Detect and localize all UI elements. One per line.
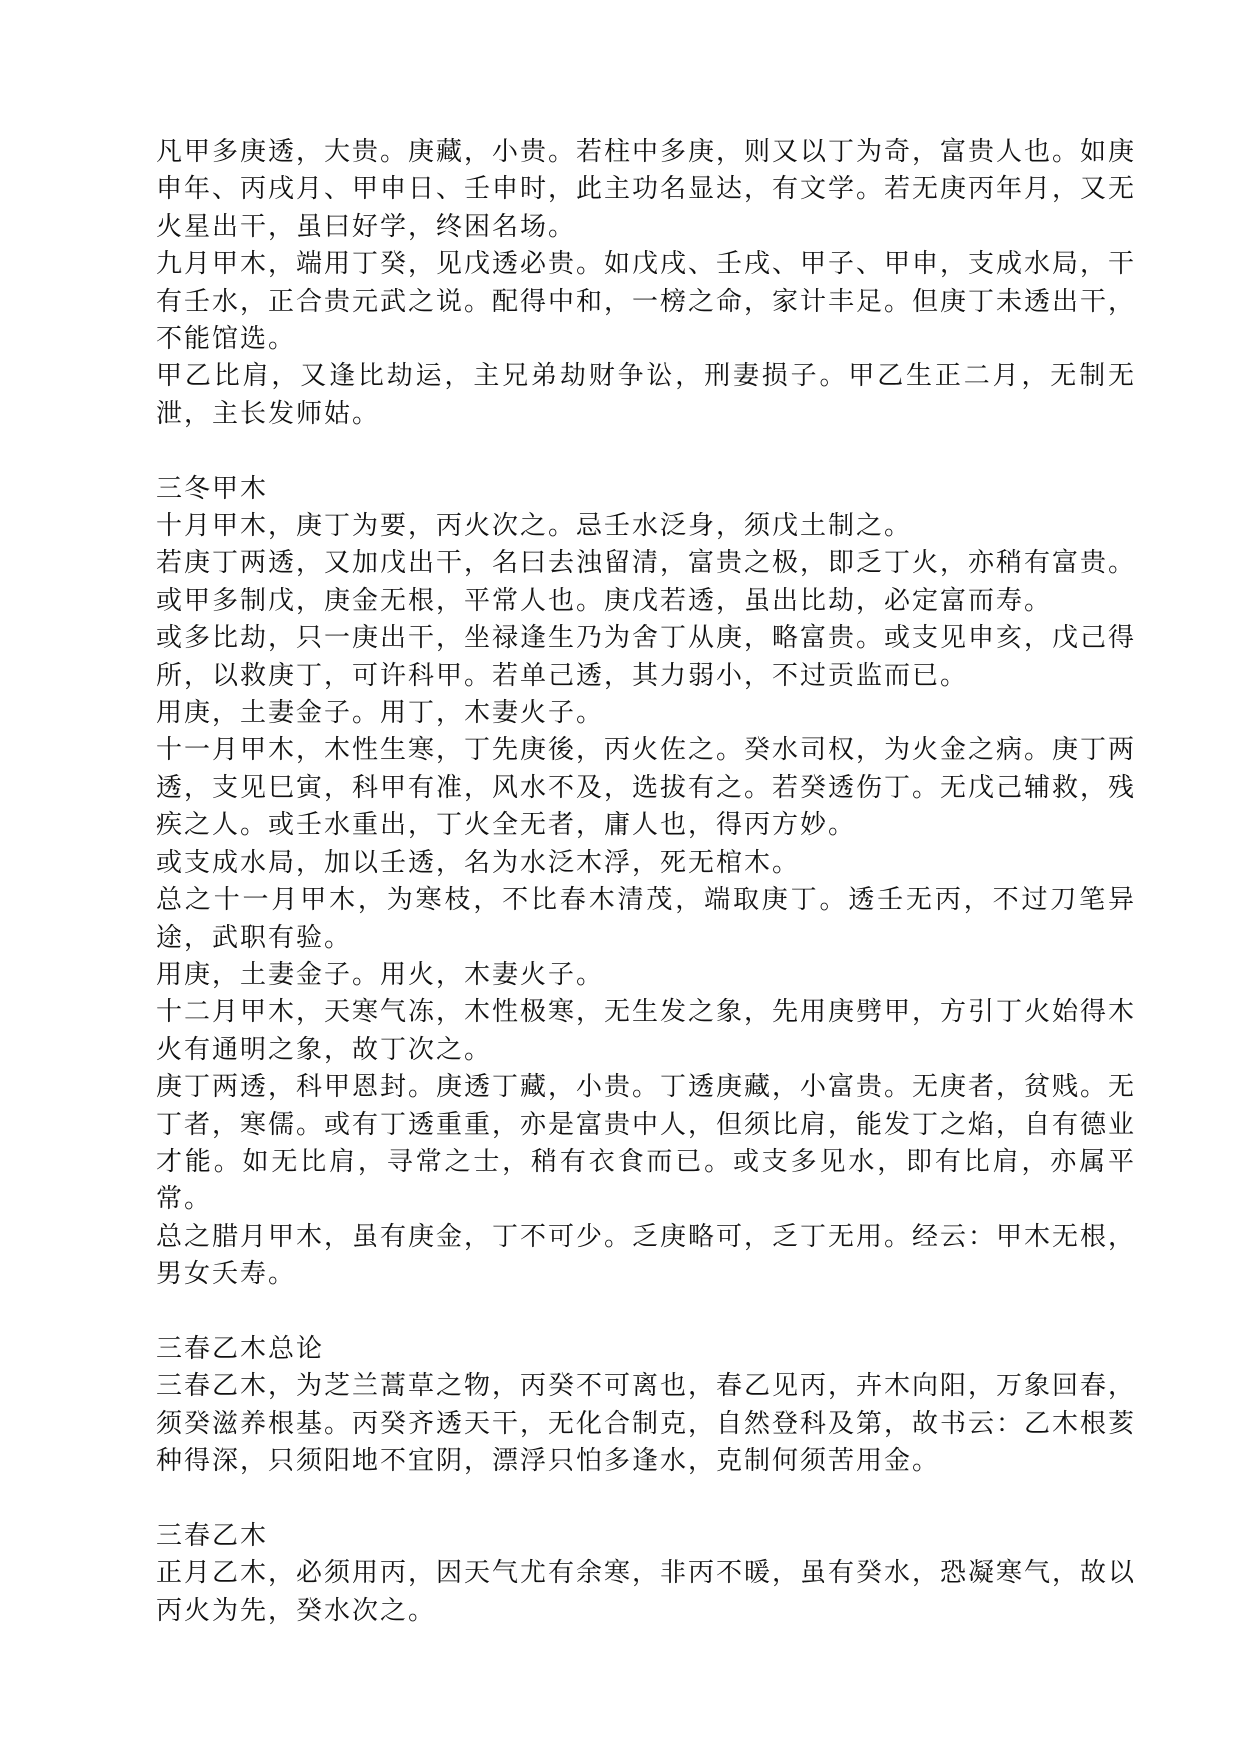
blank-line <box>156 433 1136 470</box>
paragraph-eleventh-month-jia: 十一月甲木，木性生寒，丁先庚後，丙火佐之。癸水司权，为火金之病。庚丁两透，支见巳寅，科甲有准，风水不及，选拔有之。若癸透伤丁。无戊己辅救，残疾之人。或壬水重出，丁火全无者，庸人也，得丙方妙。 <box>156 735 1137 841</box>
paragraph-water-bureau: 或支成水局，加以壬透，名为水泛木浮，死无棺木。 <box>156 847 801 878</box>
paragraph-eleventh-summary: 总之十一月甲木，为寒枝，不比春木清茂，端取庚丁。透壬无丙，不过刀笔异途，武职有验。 <box>156 885 1136 953</box>
document-page <box>156 134 1136 1630</box>
paragraph-spring-yi-overview: 三春乙木，为芝兰蒿草之物，丙癸不可离也，春乙见丙，卉木向阳，万象回春，须癸滋养根基。丙癸齐透天干，无化合制克，自然登科及第，故书云：乙木根荄种得深，只须阳地不宜阴，漂浮只怕多逢水，克制何须苦用金。 <box>156 1371 1137 1477</box>
paragraph-many-robbers: 或多比劫，只一庚出干，坐禄逢生乃为舍丁从庚，略富贵。或支见申亥，戊己得所，以救庚丁，可许科甲。若单己透，其力弱小，不过贡监而已。 <box>156 623 1137 691</box>
paragraph-use-geng-fire: 用庚，土妻金子。用火，木妻火子。 <box>156 959 605 990</box>
paragraph-jia-yi-shoulder: 甲乙比肩，又逢比劫运，主兄弟劫财争讼，刑妻损子。甲乙生正二月，无制无泄，主长发师姑。 <box>156 361 1136 429</box>
paragraph-jia-controls-wu: 或甲多制戊，庚金无根，平常人也。庚戊若透，虽出比劫，必定富而寿。 <box>156 585 1053 616</box>
paragraph-ninth-month-jia: 九月甲木，端用丁癸，见戊透必贵。如戊戌、壬戌、甲子、甲申，支成水局，干有壬水，正合贵元武之说。配得中和，一榜之命，家计丰足。但庚丁未透出干，不能馆选。 <box>156 249 1137 355</box>
section-heading-winter-jia: 三冬甲木 <box>156 473 269 504</box>
paragraph-twelfth-summary: 总之腊月甲木，虽有庚金，丁不可少。乏庚略可，乏丁无用。经云：甲木无根，男女夭寿。 <box>156 1221 1137 1290</box>
section-heading-spring-yi: 三春乙木 <box>156 1520 269 1551</box>
paragraph-use-geng-ding: 用庚，土妻金子。用丁，木妻火子。 <box>156 698 605 729</box>
blank-line <box>156 1294 1136 1331</box>
paragraph-tenth-month-jia: 十月甲木，庚丁为要，丙火次之。忌壬水泛身，须戊土制之。 <box>156 511 913 542</box>
section-heading-spring-yi-overview: 三春乙木总论 <box>156 1333 325 1364</box>
paragraph-geng-ding-both: 若庚丁两透，又加戊出干，名曰去浊留清，富贵之极，即乏丁火，亦稍有富贵。 <box>156 548 1137 579</box>
blank-line <box>156 1481 1136 1518</box>
paragraph-twelfth-month-jia: 十二月甲木，天寒气冻，木性极寒，无生发之象，先用庚劈甲，方引丁火始得木火有通明之象，故丁次之。 <box>156 997 1137 1065</box>
paragraph-first-month-yi: 正月乙木，必须用丙，因天气尤有余寒，非丙不暖，虽有癸水，恐凝寒气，故以丙火为先，癸水次之。 <box>156 1558 1137 1626</box>
paragraph-geng-ding-twelfth: 庚丁两透，科甲恩封。庚透丁藏，小贵。丁透庚藏，小富贵。无庚者，贫贱。无丁者，寒儒。或有丁透重重，亦是富贵中人，但须比肩，能发丁之焰，自有德业才能。如无比肩，寻常之士，稍有衣食而已。或支多见水，即有比肩，亦属平常。 <box>156 1072 1137 1215</box>
paragraph-jia-geng: 凡甲多庚透，大贵。庚藏，小贵。若柱中多庚，则又以丁为奇，富贵人也。如庚申年、丙戌月、甲申日、壬申时，此主功名显达，有文学。若无庚丙年月，又无火星出干，虽曰好学，终困名场。 <box>156 137 1137 242</box>
